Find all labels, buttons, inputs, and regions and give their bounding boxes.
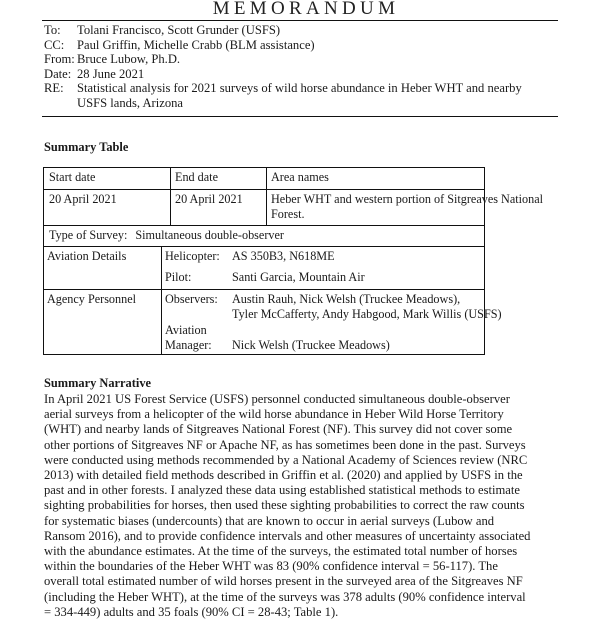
pilot-value: Santi Garcia, Mountain Air [232, 270, 365, 284]
cell-area-names-line1: Heber WHT and western portion of Sitgreaves National [271, 192, 543, 206]
col-header-start-date: Start date [49, 170, 96, 184]
aviation-manager-label-line2: Manager: [165, 337, 212, 352]
header-re-label: RE: [44, 81, 64, 95]
aviation-manager-value: Nick Welsh (Truckee Meadows) [232, 337, 390, 352]
table-col-divider [266, 167, 267, 225]
narrative-line: within the boundaries of the Heber WHT was 83 (90% confidence interval = 56-117). The [44, 559, 498, 574]
type-of-survey-label: Type of Survey: [49, 228, 128, 242]
header-to-value: Tolani Francisco, Scott Grunder (USFS) [77, 23, 281, 37]
table-row-divider [43, 189, 485, 190]
narrative-line: past and in other forests. I analyzed these data using established statistical methods to estimate [44, 483, 520, 498]
narrative-line: other portions of Sitgreaves NF or Apache NF, as has sometimes been done in the past. Surveys [44, 437, 526, 452]
header-bottom-rule [42, 116, 558, 117]
narrative-line: overall total estimated number of wild horses present in the surveyed area of the Sitgreaves NF [44, 574, 523, 589]
header-from [44, 52, 180, 67]
header-re [44, 81, 522, 96]
pilot-label: Pilot: [165, 270, 192, 284]
observers-line2: Tyler McCafferty, Andy Habgood, Mark Willis (USFS) [232, 306, 502, 321]
memo-title: MEMORANDUM [212, 0, 400, 19]
aviation-details-label: Aviation Details [47, 249, 127, 263]
col-header-area-names: Area names [271, 170, 329, 184]
summary-narrative-heading: Summary Narrative [44, 376, 152, 390]
narrative-line: sighting probabilities for horses, then used these sighting probabilities to correct the raw counts [44, 498, 525, 513]
table-col-divider [170, 167, 171, 225]
col-header-end-date: End date [175, 170, 218, 184]
table-row-divider [43, 246, 485, 247]
cell-end-date: 20 April 2021 [175, 192, 243, 206]
narrative-line: (including the Heber WHT), at the time of the surveys was 378 adults (90% confidence interval [44, 589, 526, 604]
table-col-divider [161, 246, 162, 355]
header-cc [44, 38, 315, 53]
summary-narrative-body [44, 392, 604, 620]
type-of-survey-row [49, 228, 284, 243]
cell-start-date: 20 April 2021 [49, 192, 117, 206]
header-from-value: Bruce Lubow, Ph.D. [77, 52, 181, 66]
narrative-line: = 334-449) adults and 35 foals (90% CI = 28-43; Table 1). [44, 604, 339, 619]
narrative-line: 2013) with detailed field methods described in Griffin et al. (2020) and applied by USFS in the [44, 468, 523, 483]
header-to [44, 23, 280, 38]
narrative-line: In April 2021 US Forest Service (USFS) personnel conducted simultaneous double-observer [44, 392, 510, 406]
narrative-line: were conducted using methods recommended by a National Academy of Sciences review (NRC [44, 452, 528, 467]
narrative-line: (WHT) and nearby lands of Sitgreaves National Forest (NF). This survey did not cover some [44, 422, 513, 437]
narrative-line: with the abundance estimates. At the time of the surveys, the estimated total number of horses [44, 544, 518, 559]
header-from-label: From: [44, 52, 75, 66]
helicopter-label: Helicopter: [165, 249, 220, 263]
header-date-value: 28 June 2021 [77, 66, 145, 81]
header-top-rule [42, 20, 558, 21]
header-re-continuation: USFS lands, Arizona [77, 96, 184, 110]
narrative-line: for systematic biases (undercounts) that are known to occur in aerial surveys (Lubow and [44, 513, 495, 528]
header-cc-label: CC: [44, 37, 65, 52]
header-date [44, 67, 144, 82]
table-row-divider [43, 289, 485, 290]
header-date-label: Date: [44, 66, 72, 81]
cell-area-names-line2: Forest. [271, 207, 305, 221]
narrative-line: aerial surveys from a helicopter of the wild horse abundance in Heber Wild Horse Territory [44, 407, 504, 422]
helicopter-value: AS 350B3, N618ME [232, 249, 335, 263]
summary-table-heading: Summary Table [44, 140, 129, 154]
table-row-divider [43, 225, 485, 226]
agency-personnel-label: Agency Personnel [47, 292, 137, 306]
header-to-label: To: [44, 23, 61, 37]
aviation-manager-label-line1: Aviation [165, 323, 207, 337]
header-cc-value: Paul Griffin, Michelle Crabb (BLM assistance) [77, 37, 315, 52]
type-of-survey-value: Simultaneous double-observer [135, 228, 284, 242]
header-re-value: Statistical analysis for 2021 surveys of wild horse abundance in Heber WHT and nearby [77, 81, 522, 95]
observers-line1: Austin Rauh, Nick Welsh (Truckee Meadows), [232, 292, 461, 306]
observers-label: Observers: [165, 292, 218, 306]
narrative-line: Ransom 2016), and to provide confidence intervals and other measures of uncertainty associated [44, 528, 531, 543]
